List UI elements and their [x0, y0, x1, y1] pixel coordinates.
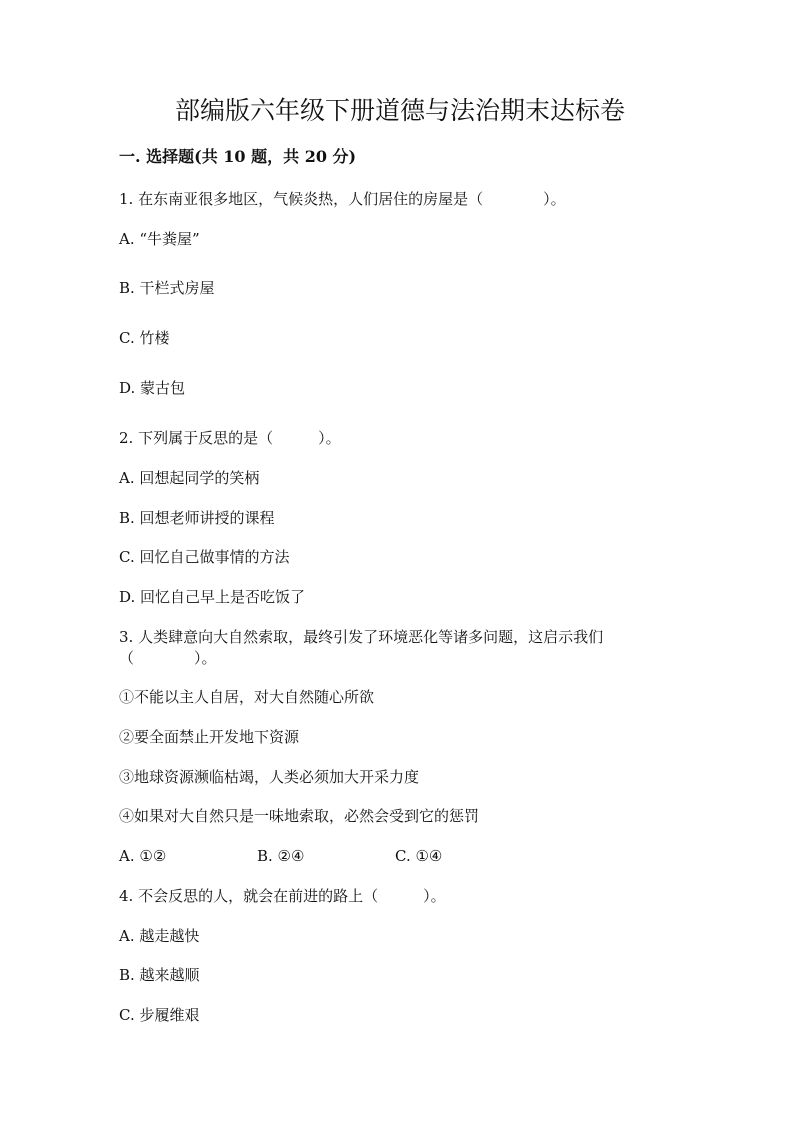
question-1-option-d[interactable]: D. 蒙古包	[119, 379, 186, 397]
question-2-option-b[interactable]: B. 回想老师讲授的课程	[119, 509, 275, 527]
question-3-statement-1: ①不能以主人自居，对大自然随心所欲	[119, 688, 375, 706]
question-4-option-a[interactable]: A. 越走越快	[119, 927, 200, 945]
question-1-option-c[interactable]: C. 竹楼	[119, 329, 170, 347]
question-2-stem: 2. 下列属于反思的是（ ）。	[119, 429, 341, 447]
question-2-option-a[interactable]: A. 回想起同学的笑柄	[119, 469, 260, 487]
question-3-stem-line-2: （ ）。	[119, 649, 217, 667]
question-4-option-b[interactable]: B. 越来越顺	[119, 966, 200, 984]
page-title: 部编版六年级下册道德与法治期末达标卷	[174, 96, 625, 125]
question-4-option-c[interactable]: C. 步履维艰	[119, 1006, 200, 1024]
question-3-statement-2: ②要全面禁止开发地下资源	[119, 728, 300, 746]
question-2-option-c[interactable]: C. 回忆自己做事情的方法	[119, 548, 290, 566]
question-1-stem: 1. 在东南亚很多地区，气候炎热，人们居住的房屋是（ ）。	[119, 190, 566, 208]
question-4-stem: 4. 不会反思的人，就会在前进的路上（ ）。	[119, 887, 446, 905]
question-1-option-a[interactable]: A. “牛粪屋”	[119, 230, 200, 248]
question-3-stem-line-1: 3. 人类肆意向大自然索取，最终引发了环境恶化等诸多问题，这启示我们	[119, 628, 604, 646]
question-3-option-a[interactable]: A. ①②	[119, 847, 167, 865]
question-2-option-d[interactable]: D. 回忆自己早上是否吃饭了	[119, 588, 306, 606]
section-heading: 一. 选择题(共 10 题，共 20 分)	[119, 147, 357, 166]
question-3-option-c[interactable]: C. ①④	[395, 847, 443, 865]
question-3-statement-4: ④如果对大自然只是一味地索取，必然会受到它的惩罚	[119, 807, 480, 825]
question-3-option-b[interactable]: B. ②④	[257, 847, 305, 865]
question-3-statement-3: ③地球资源濒临枯竭，人类必须加大开采力度	[119, 768, 420, 786]
question-1-option-b[interactable]: B. 干栏式房屋	[119, 279, 215, 297]
